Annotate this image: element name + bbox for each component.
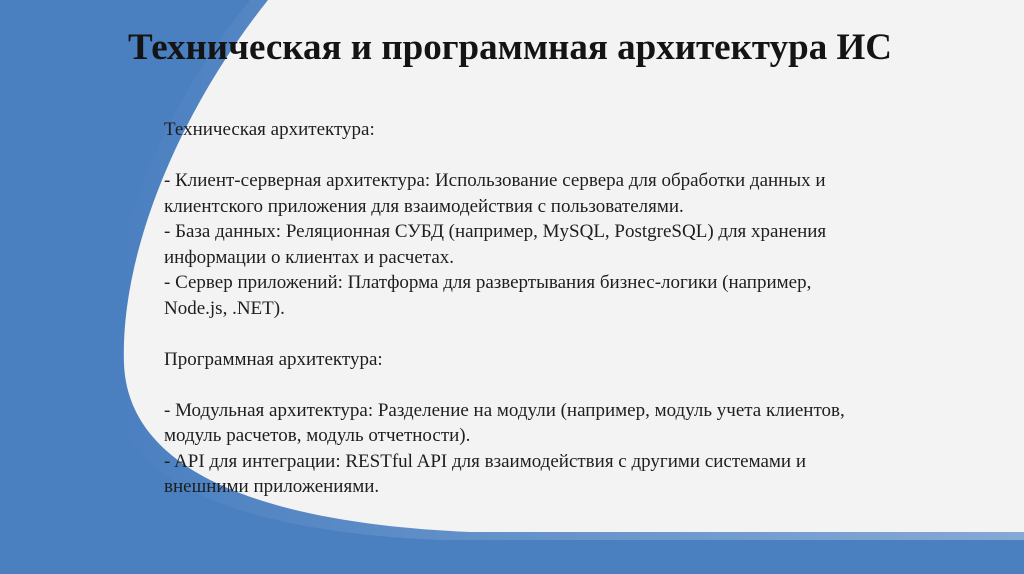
technical-line: - Клиент-серверная архитектура: Использование сервера для обработки данных и <box>164 170 826 191</box>
slide-title: Техническая и программная архитектура ИС <box>128 27 892 68</box>
technical-line: Node.js, .NET). <box>164 297 285 319</box>
spacer <box>164 372 964 398</box>
technical-line: - База данных: Реляционная СУБД (например, MySQL, PostgreSQL) для хранения <box>164 221 827 242</box>
slide-content <box>164 117 964 500</box>
technical-line: информации о клиентах и расчетах. <box>164 246 455 268</box>
software-line: внешними приложениями. <box>164 476 380 497</box>
spacer <box>164 321 964 347</box>
technical-heading: Техническая архитектура: <box>164 119 375 140</box>
technical-line: - Сервер приложений: Платформа для развертывания бизнес-логики (например, <box>164 272 812 293</box>
technical-line: клиентского приложения для взаимодействия с пользователями. <box>164 195 684 217</box>
software-line: - Модульная архитектура: Разделение на модули (например, модуль учета клиентов, <box>164 399 845 421</box>
software-line: - API для интеграции: RESTful API для взаимодействия с другими системами и <box>164 450 807 472</box>
software-line: модуль расчетов, модуль отчетности). <box>164 425 471 446</box>
spacer <box>164 143 964 169</box>
software-heading: Программная архитектура: <box>164 348 383 370</box>
